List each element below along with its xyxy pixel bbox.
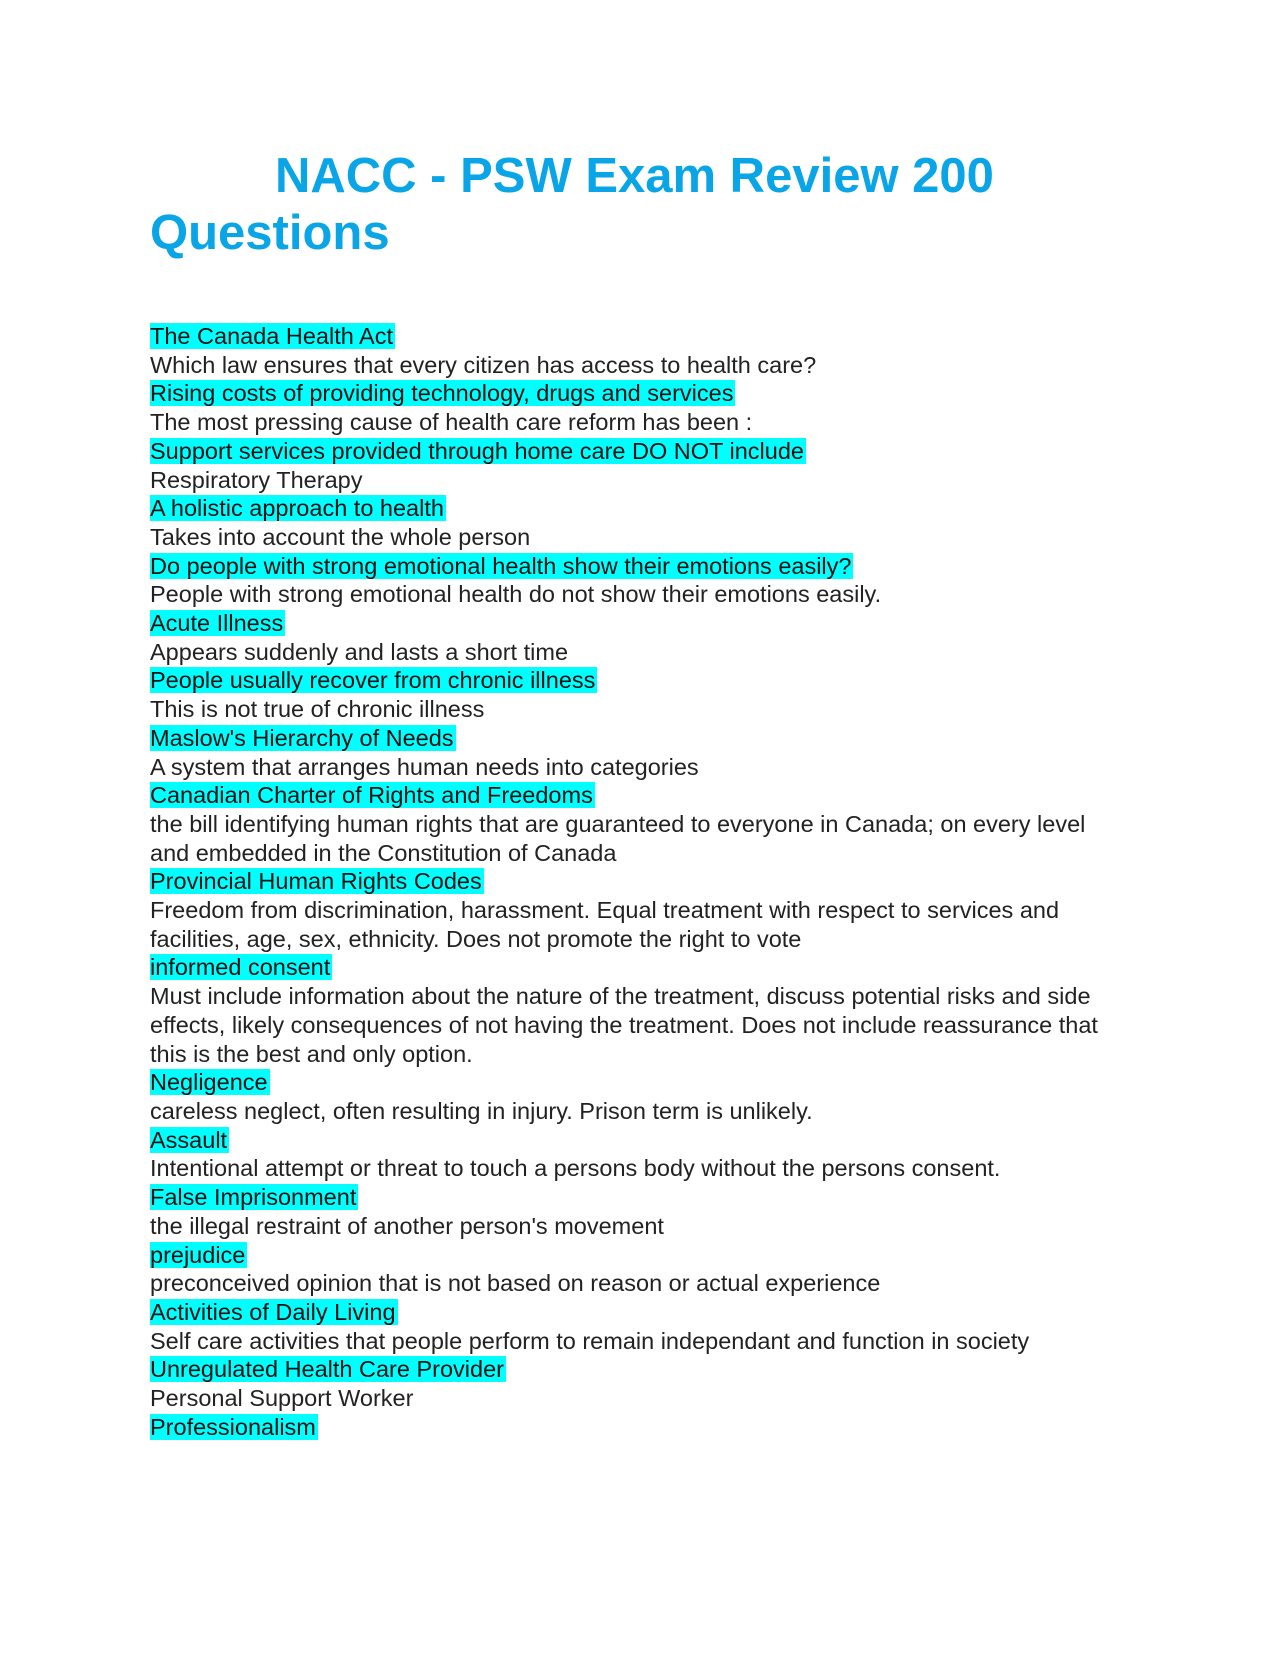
list-item: [150, 724, 1130, 781]
list-item: [150, 1241, 1130, 1298]
question-list: [150, 322, 1130, 1441]
definition-text: careless neglect, often resulting in injury. Prison term is unlikely.: [150, 1097, 813, 1124]
list-item: [150, 781, 1130, 867]
definition-text: This is not true of chronic illness: [150, 696, 485, 723]
definition-text: People with strong emotional health do not show their emotions easily.: [150, 581, 882, 608]
highlighted-term: [150, 1126, 1130, 1155]
term-text: Acute Illness: [150, 610, 284, 637]
term-text: informed consent: [150, 954, 331, 981]
term-text: People usually recover from chronic illness: [150, 667, 596, 694]
list-item: [150, 1355, 1130, 1412]
highlighted-term: [150, 494, 1130, 523]
highlighted-term: [150, 1183, 1130, 1212]
definition-text: A system that arranges human needs into categories: [150, 753, 699, 780]
term-text: Support services provided through home care DO NOT include: [150, 437, 804, 464]
page-title: [150, 148, 1150, 262]
list-item: [150, 609, 1130, 666]
highlighted-term: [150, 953, 1130, 982]
highlighted-term: [150, 867, 1130, 896]
list-item: [150, 666, 1130, 723]
term-text: Negligence: [150, 1069, 268, 1096]
list-item: [150, 437, 1130, 494]
definition-text: Freedom from discrimination, harassment. Equal treatment with respect to services and facilities, age, sex, ethnicity. Does not promote the right to vote: [150, 897, 1060, 952]
list-item: [150, 867, 1130, 953]
highlighted-term: [150, 666, 1130, 695]
definition-text: Intentional attempt or threat to touch a persons body without the persons consent.: [150, 1155, 1001, 1182]
term-text: The Canada Health Act: [150, 323, 393, 349]
list-item: [150, 1298, 1130, 1355]
list-item: [150, 1413, 1130, 1442]
term-text: A holistic approach to health: [150, 495, 444, 522]
definition-text: Which law ensures that every citizen has access to health care?: [150, 351, 817, 378]
highlighted-term: [150, 1298, 1130, 1327]
definition-text: The most pressing cause of health care reform has been :: [150, 409, 753, 436]
term-text: Professionalism: [150, 1413, 316, 1440]
definition-text: Self care activities that people perform to remain independant and function in society: [150, 1327, 1030, 1354]
term-text: Activities of Daily Living: [150, 1298, 396, 1325]
highlighted-term: [150, 1241, 1130, 1270]
term-text: Do people with strong emotional health show their emotions easily?: [150, 552, 852, 579]
highlighted-term: [150, 1413, 1130, 1442]
definition-text: the illegal restraint of another person's movement: [150, 1212, 664, 1239]
definition-text: Takes into account the whole person: [150, 523, 531, 550]
definition-text: the bill identifying human rights that are guaranteed to everyone in Canada; on every level and embedded in the Constitution of Canada: [150, 810, 1086, 866]
list-item: [150, 1126, 1130, 1183]
title-line-1: NACC - PSW Exam Review 200: [275, 149, 994, 203]
highlighted-term: [150, 379, 1130, 408]
list-item: [150, 494, 1130, 551]
definition-text: Appears suddenly and lasts a short time: [150, 638, 569, 665]
list-item: [150, 1068, 1130, 1125]
term-text: Canadian Charter of Rights and Freedoms: [150, 782, 593, 809]
list-item: [150, 953, 1130, 1068]
term-text: Assault: [150, 1126, 228, 1153]
highlighted-term: [150, 552, 1130, 581]
list-item: [150, 322, 1130, 379]
term-text: False Imprisonment: [150, 1184, 357, 1211]
list-item: [150, 1183, 1130, 1240]
list-item: [150, 552, 1130, 609]
highlighted-term: [150, 1355, 1130, 1384]
highlighted-term: [150, 1068, 1130, 1097]
list-item: [150, 379, 1130, 436]
definition-text: Personal Support Worker: [150, 1385, 414, 1412]
highlighted-term: [150, 322, 1130, 351]
highlighted-term: [150, 724, 1130, 753]
definition-text: preconceived opinion that is not based on reason or actual experience: [150, 1270, 881, 1297]
term-text: Provincial Human Rights Codes: [150, 868, 482, 895]
highlighted-term: [150, 781, 1130, 810]
term-text: Rising costs of providing technology, drugs and services: [150, 380, 734, 407]
highlighted-term: [150, 437, 1130, 466]
term-text: Maslow's Hierarchy of Needs: [150, 724, 454, 751]
term-text: prejudice: [150, 1241, 246, 1268]
term-text: Unregulated Health Care Provider: [150, 1356, 504, 1383]
definition-text: Must include information about the nature of the treatment, discuss potential risks and side effects, likely consequences of not having the treatment. Does not include reassurance that this is the best and only option.: [150, 983, 1098, 1067]
definition-text: Respiratory Therapy: [150, 466, 363, 493]
highlighted-term: [150, 609, 1130, 638]
title-line-2: Questions: [150, 206, 390, 260]
